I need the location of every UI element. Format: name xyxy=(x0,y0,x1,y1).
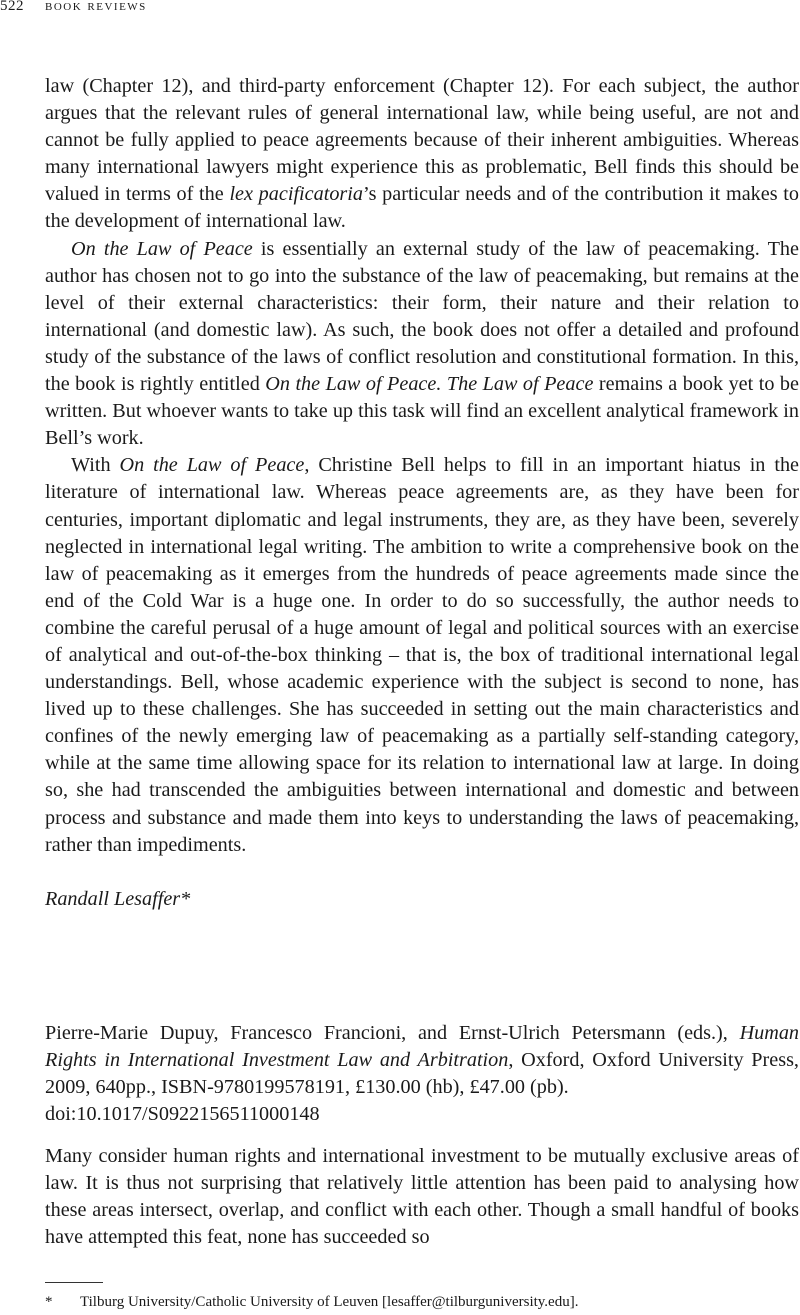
page-header xyxy=(0,0,800,16)
book-citation xyxy=(45,1020,799,1128)
footnote-mark: * xyxy=(45,1294,53,1310)
review-body xyxy=(45,73,799,913)
footnote-rule xyxy=(45,1282,103,1283)
paragraph-2 xyxy=(45,236,799,453)
citation-doi: doi:10.1017/S0922156511000148 xyxy=(45,1103,320,1126)
footnote-text: Tilburg University/Catholic University of Leuven [lesaffer@tilburguniversity.edu]. xyxy=(80,1294,579,1310)
citation-text xyxy=(45,1020,799,1101)
paragraph-3-text-b: , Christine Bell helps to fill in an important hiatus in the literature of international law. Whereas peace agreements are, as they have been for centuries, important diplomatic and legal instruments, they are, as they have been, severely neglected in international legal writing. The ambition to write a comprehensive book on the law of peacemaking as it emerges from the hundreds of peace agreements made since the end of the Cold War is a huge one. In order to do so successfully, the author needs to combine the careful perusal of a huge amount of legal and political sources with an exercise of analytical and out-of-the-box thinking – that is, the box of traditional international legal understandings. Bell, whose academic experience with the subject is second to none, has lived up to these challenges. She has succeeded in setting out the main characteristics and confines of the newly emerging law of peacemaking as a partially self-standing category, while at the same time allowing space for its relation to international law at large. In doing so, she had transcended the ambiguities between international and domestic and between process and substance and made them into keys to understanding the laws of peacemaking, rather than impediments. xyxy=(45,454,799,856)
paragraph-1-italic: lex pacificatoria xyxy=(229,183,363,206)
paragraph-1-text-a: law (Chapter 12), and third-party enforcement (Chapter 12). For each subject, the author argues that the relevant rules of general international law, while being useful, are not and cannot be fully applied to peace agreements because of their inherent ambiguities. Whereas many international lawyers might experience this as problematic, Bell finds this should be valued in terms of the xyxy=(45,75,799,206)
paragraph-2-italic-1: On the Law of Peace xyxy=(71,237,253,260)
paragraph-1-text-b: ’s particular needs and of the contribution it makes to the development of international law. xyxy=(45,183,800,233)
paragraph-3-text-a: With xyxy=(71,454,120,477)
page-number: 522 xyxy=(0,0,24,14)
citation-title: Human Rights in International Investment Law and Arbitration xyxy=(45,1022,800,1072)
citation-publication: , Oxford, Oxford University Press, 2009, 640pp., ISBN-9780199578191, £130.00 (hb), £47.00 (pb). xyxy=(45,1049,799,1099)
next-review-body xyxy=(45,1143,799,1251)
reviewer-signature: Randall Lesaffer* xyxy=(45,887,191,910)
citation-editors: Pierre-Marie Dupuy, Francesco Francioni, and Ernst-Ulrich Petersmann (eds.), xyxy=(45,1022,728,1044)
running-title: book reviews xyxy=(45,0,147,14)
paragraph-2-text-b: remains a book yet to be written. But whoever wants to take up this task will find an excellent analytical framework in Bell’s work. xyxy=(45,373,799,450)
paragraph-3-italic: On the Law of Peace xyxy=(119,454,305,477)
footnote xyxy=(45,1292,799,1312)
paragraph-1 xyxy=(45,73,799,236)
paragraph-3 xyxy=(45,452,799,858)
paragraph-2-text-a: is essentially an external study of the law of peacemaking. The author has chosen not to go into the substance of the law of peacemaking, but remains at the level of their external characteristics: their form, their nature and their relation to international (and domestic law). As such, the book does not offer a detailed and profound study of the substance of the laws of conflict resolution and constitutional formation. In this, the book is rightly entitled xyxy=(45,237,799,396)
paragraph-2-italic-2: On the Law of Peace. The Law of Peace xyxy=(265,373,594,396)
next-review-paragraph: Many consider human rights and international investment to be mutually exclusive areas of law. It is thus not surprising that relatively little attention has been paid to analysing how these areas intersect, overlap, and conflict with each other. Though a small handful of books have attempted this feat, none has succeeded so xyxy=(45,1145,799,1249)
